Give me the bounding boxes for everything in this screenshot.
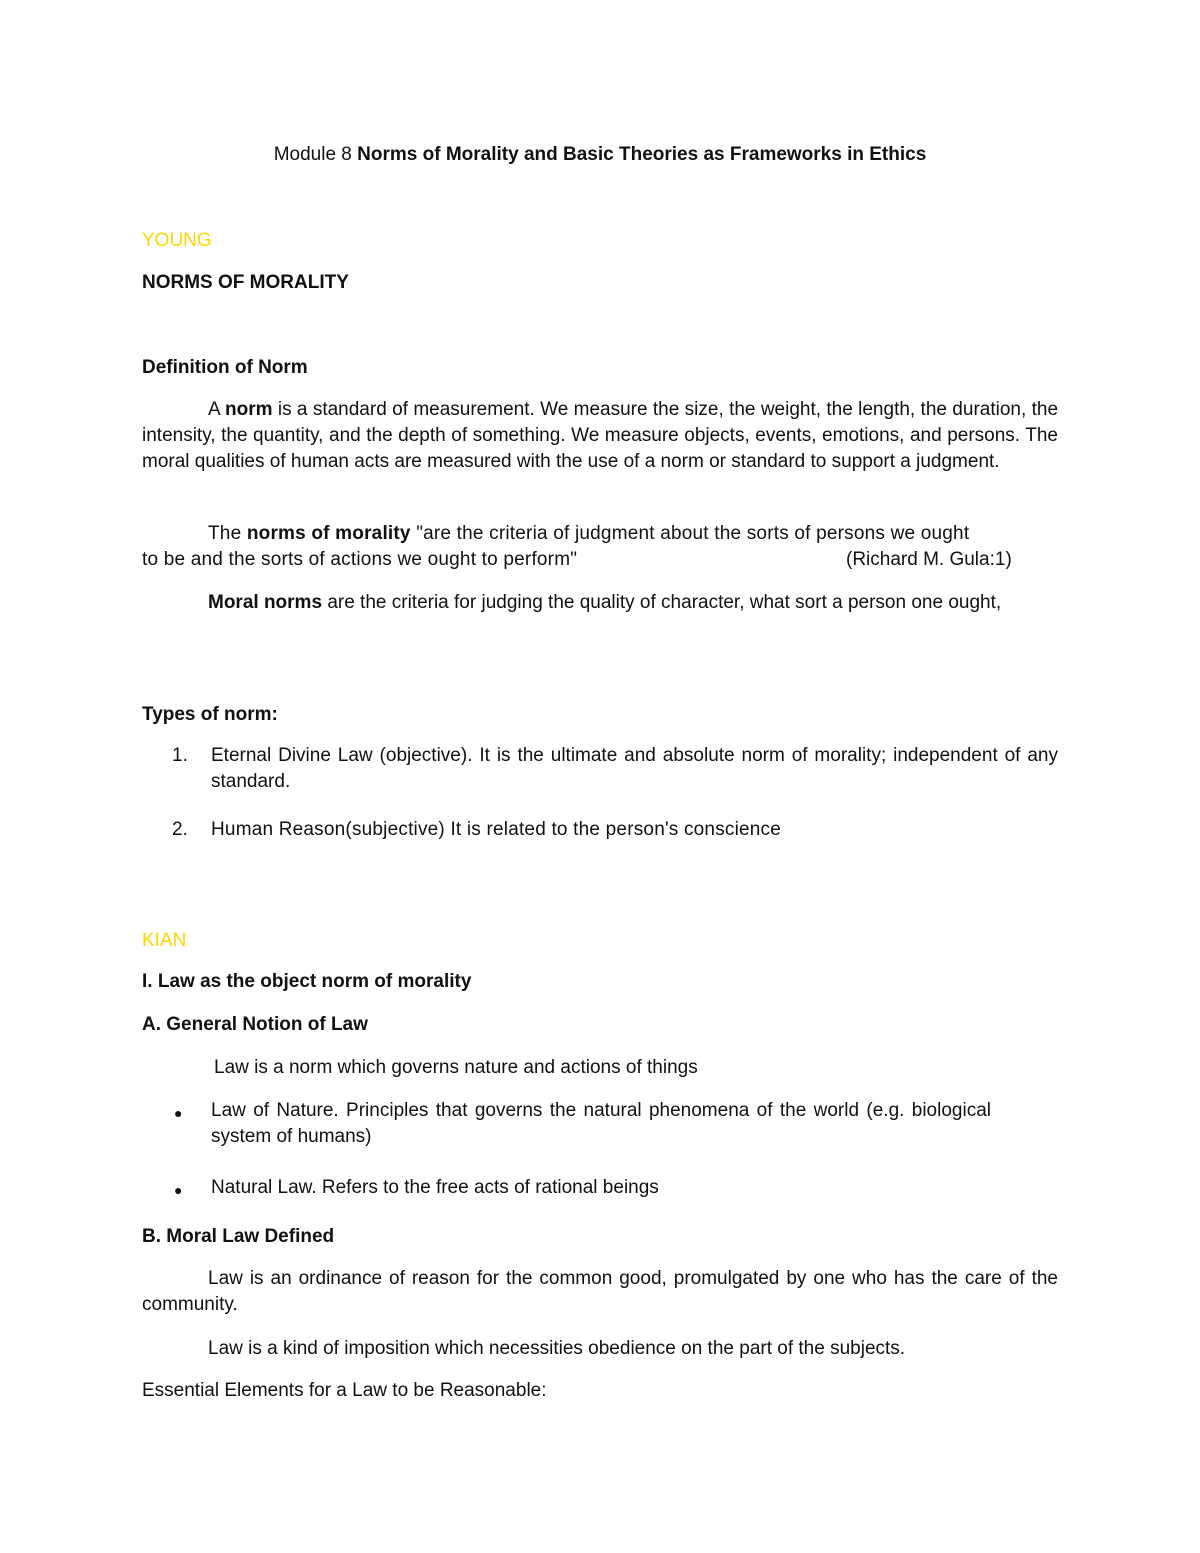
subheading-moral-law: B. Moral Law Defined xyxy=(142,1226,335,1247)
list-item-text: Eternal Divine Law (objective). It is the ultimate and absolute norm of morality; independent of any standard. xyxy=(211,745,1058,792)
presenter-kian: KIAN xyxy=(142,930,187,951)
list-item-number: 2. xyxy=(172,819,188,840)
bullet-icon: ● xyxy=(174,1182,183,1198)
section-heading-norms: NORMS OF MORALITY xyxy=(142,272,349,293)
p1-bold-term: norm xyxy=(224,399,273,420)
section-heading-law: I. Law as the object norm of morality xyxy=(142,971,472,992)
norms-of-morality-line1 xyxy=(208,521,969,547)
p1-rest: is a standard of measurement. We measure the size, the weight, the length, the duration, the intensity, the quantity, and the depth of something. We measure objects, events, emotions, and persons. The moral qualities of human acts are measured with the use of a norm or standard to support a judgment. xyxy=(142,399,1059,472)
citation: (Richard M. Gula:1) xyxy=(846,549,1012,570)
p3-rest: are the criteria for judging the quality of character, what sort a person one ought, xyxy=(327,592,1002,613)
presenter-young: YOUNG xyxy=(142,230,212,251)
p2-lead: The xyxy=(208,523,242,544)
list-item-number: 1. xyxy=(172,745,188,766)
p2-rest-line2: to be and the sorts of actions we ought to perform" xyxy=(142,549,578,570)
subheading-general-notion: A. General Notion of Law xyxy=(142,1014,368,1035)
p2-bold-term: norms of morality xyxy=(246,523,411,544)
bullet-item-text: Law of Nature. Principles that governs the natural phenomena of the world (e.g. biological system of humans) xyxy=(211,1100,991,1147)
p1-lead: A xyxy=(208,399,220,420)
list-item-text: Human Reason(subjective) It is related to the person's conscience xyxy=(211,819,782,840)
moral-law-paragraph xyxy=(142,1266,1058,1318)
definition-paragraph xyxy=(142,397,1058,475)
bullet-item-text: Natural Law. Refers to the free acts of rational beings xyxy=(211,1177,659,1198)
page-title xyxy=(0,142,1200,168)
p2-rest-line1: "are the criteria of judgment about the sorts of persons we ought xyxy=(416,523,970,544)
types-heading: Types of norm: xyxy=(142,704,278,725)
definition-heading: Definition of Norm xyxy=(142,357,308,378)
moral-norms-paragraph xyxy=(142,590,1058,616)
bullet-icon: ● xyxy=(174,1105,183,1121)
imposition-paragraph: Law is a kind of imposition which necessities obedience on the part of the subjects. xyxy=(208,1338,906,1359)
b-p1-text: Law is an ordinance of reason for the common good, promulgated by one who has the care of the community. xyxy=(142,1268,1058,1315)
p3-bold-term: Moral norms xyxy=(208,592,323,613)
general-notion-text: Law is a norm which governs nature and actions of things xyxy=(214,1057,698,1078)
module-title: Norms of Morality and Basic Theories as Frameworks in Ethics xyxy=(357,144,927,165)
module-label: Module 8 xyxy=(273,144,352,165)
essential-elements-line: Essential Elements for a Law to be Reasonable: xyxy=(142,1380,547,1401)
